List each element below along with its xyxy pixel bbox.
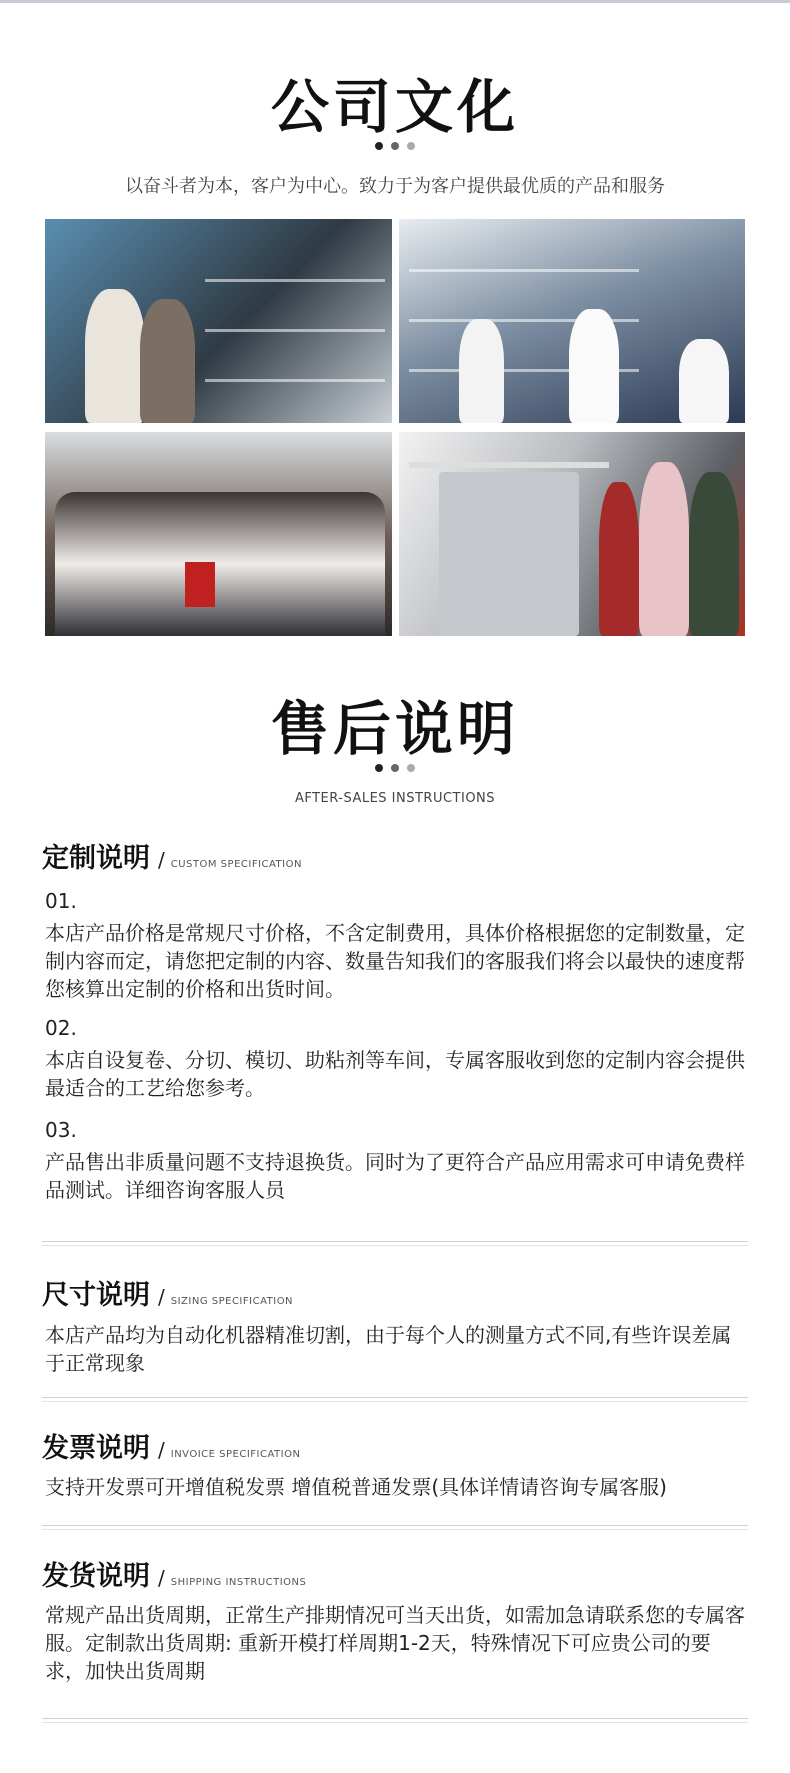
shipping-heading xyxy=(42,1554,306,1593)
culture-subtitle: 以奋斗者为本，客户为中心。致力于为客户提供最优质的产品和服务 xyxy=(125,176,665,197)
invoice-heading-en: INVOICE SPECIFICATION xyxy=(170,1449,301,1460)
aftersales-subtitle: AFTER-SALES INSTRUCTIONS xyxy=(294,791,496,806)
custom-item-3-text: 产品售出非质量问题不支持退换货。同时为了更符合产品应用需求可申请免费样品测试。详细咨询客服人员 xyxy=(45,1150,745,1202)
invoice-heading-slash: / xyxy=(158,1438,165,1462)
shipping-heading-text: 发货说明 xyxy=(42,1561,150,1592)
custom-item-2-text: 本店自设复卷、分切、模切、助粘剂等车间，专属客服收到您的定制内容会提供最适合的工艺给您参考。 xyxy=(45,1048,745,1100)
custom-item-1-number: 01. xyxy=(45,889,77,913)
divider xyxy=(42,1397,748,1402)
custom-heading-slash: / xyxy=(158,848,165,872)
divider xyxy=(42,1525,748,1530)
custom-heading-en: CUSTOM SPECIFICATION xyxy=(170,859,302,870)
shipping-heading-en: SHIPPING INSTRUCTIONS xyxy=(170,1577,307,1588)
sizing-heading-slash: / xyxy=(158,1285,165,1309)
divider xyxy=(42,1241,748,1246)
sizing-heading-en: SIZING SPECIFICATION xyxy=(170,1296,294,1307)
custom-heading xyxy=(42,836,302,875)
exhibition-photo xyxy=(45,219,392,423)
shipping-heading-slash: / xyxy=(158,1566,165,1590)
sizing-text: 本店产品均为自动化机器精准切割，由于每个人的测量方式不同,有些许误差属于正常现象 xyxy=(45,1323,732,1375)
culture-title: 公司文化 xyxy=(270,73,519,141)
custom-item-3-number: 03. xyxy=(45,1118,77,1142)
invoice-heading-text: 发票说明 xyxy=(42,1433,150,1464)
top-border xyxy=(0,0,790,3)
divider xyxy=(42,1718,748,1723)
invoice-heading xyxy=(42,1426,300,1465)
custom-heading-text: 定制说明 xyxy=(42,843,150,874)
sizing-heading xyxy=(42,1273,293,1312)
aftersales-title: 售后说明 xyxy=(270,695,519,763)
custom-item-1-text: 本店产品价格是常规尺寸价格，不含定制费用，具体价格根据您的定制数量，定制内容而定，请您把定制的内容、数量告知我们的客服我们将会以最快的速度帮您核算出定制的价格和出货时间。 xyxy=(45,921,745,1001)
culture-photo-grid xyxy=(45,219,745,636)
culture-dots xyxy=(0,142,790,150)
team-photo xyxy=(45,432,392,636)
sizing-heading-text: 尺寸说明 xyxy=(42,1280,150,1311)
booth-photo xyxy=(399,219,745,423)
invoice-text: 支持开发票可开增值税发票 增值税普通发票(具体详情请咨询专属客服) xyxy=(45,1475,667,1499)
shipping-text: 常规产品出货周期，正常生产排期情况可当天出货，如需加急请联系您的专属客服。定制款出货周期: 重新开模打样周期1-2天，特殊情况下可应贵公司的要求，加快出货周期 xyxy=(45,1603,745,1683)
aftersales-dots xyxy=(0,764,790,772)
custom-item-2-number: 02. xyxy=(45,1016,77,1040)
factory-photo xyxy=(399,432,745,636)
